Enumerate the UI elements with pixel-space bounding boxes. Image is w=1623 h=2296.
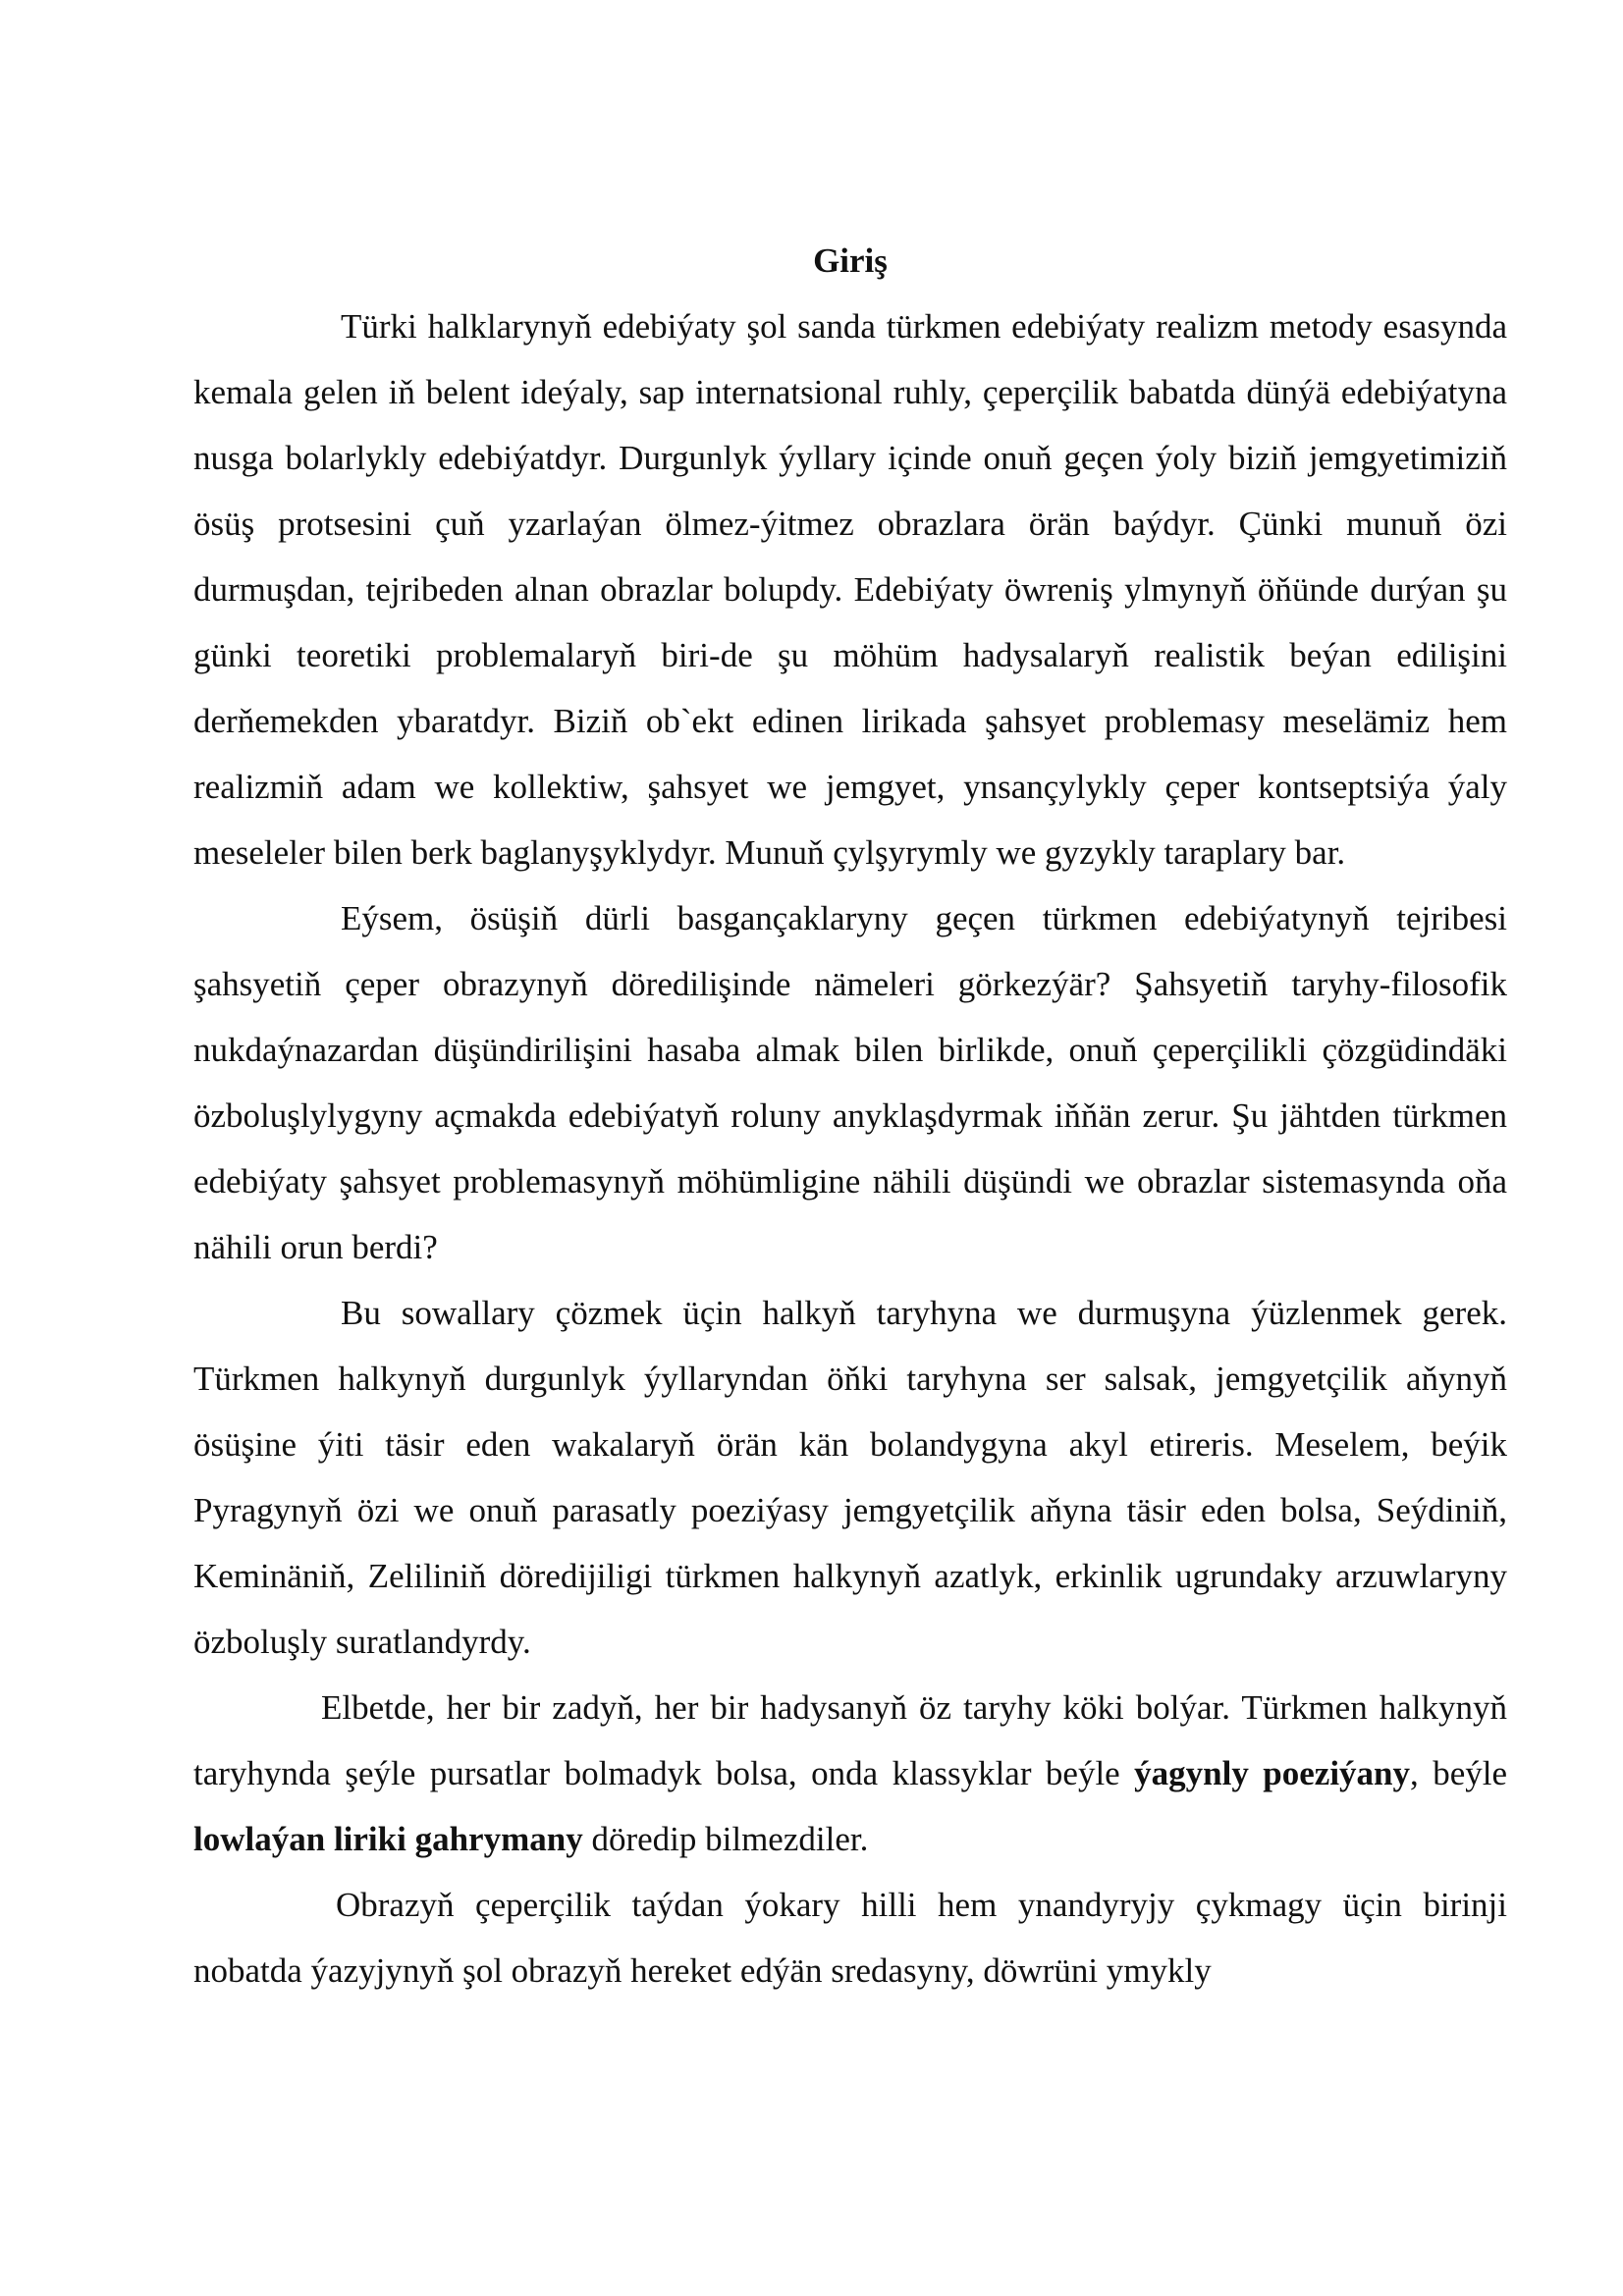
paragraph-4-text-after: döredip bilmezdiler.: [582, 1820, 869, 1858]
paragraph-4-text-middle: , beýle: [1410, 1754, 1507, 1792]
page-title: Giriş: [813, 241, 888, 280]
paragraph-2: Eýsem, ösüşiň dürli basgançaklaryny geçen türkmen edebiýatynyň tejribesi şahsyetiň çeper obrazynyň döredilişinde nämeleri görkezýär? Şahsyetiň taryhy-filosofik nukdaýnazardan düşündirilişini hasaba almak bilen birlikde, onuň çeperçilikli çözgüdindäki özboluşlylygyny açmakda edebiýatyň roluny anyklaşdyrmak iňňän zerur. Şu jähtden türkmen edebiýaty şahsyet problemasynyň möhümligine nähili düşündi we obrazlar sistemasynda oňa nähili orun berdi?: [193, 899, 1507, 1266]
paragraph-4-bold-phrase-1: ýagynly poeziýany: [1134, 1754, 1411, 1792]
paragraph-1: Türki halklarynyň edebiýaty şol sanda türkmen edebiýaty realizm metody esasynda kemala gelen iň belent ideýaly, sap internatsional ruhly, çeperçilik babatda dünýä edebiýatyna nusga bolarlykly edebiýatdyr. Durgunlyk ýyllary içinde onuň geçen ýoly biziň jemgyetimiziň ösüş protsesini çuň yzarlaýan ölmez-ýitmez obrazlara örän baýdyr. Çünki munuň özi durmuşdan, tejribeden alnan obrazlar bolupdy. Edebiýaty öwreniş ylmynyň öňünde durýan şu günki teoretiki problemalaryň biri-de şu möhüm hadysalaryň realistik beýan edilişini derňemekden ybaratdyr. Biziň ob`ekt edinen lirikada şahsyet problemasy meselämiz hem realizmiň adam we kollektiw, şahsyet we jemgyet, ynsançylykly çeper kontseptsiýa ýaly meseleler bilen berk baglanyşyklydyr. Munuň çylşyrymly we gyzykly taraplary bar.: [193, 307, 1507, 872]
paragraph-4-text-before: Elbetde, her bir zadyň, her bir hadysanyň öz taryhy köki bolýar. Türkmen halkynyň taryhynda şeýle pursatlar bolmadyk bolsa, onda klassyklar beýle: [193, 1688, 1507, 1792]
paragraph-4: [193, 1675, 1507, 1872]
paragraph-3: Bu sowallary çözmek üçin halkyň taryhyna we durmuşyna ýüzlenmek gerek. Türkmen halkynyň durgunlyk ýyllaryndan öňki taryhyna ser salsak, jemgyetçilik aňynyň ösüşine ýiti täsir eden wakalaryň örän kän bolandygyna akyl etireris. Meselem, beýik Pyragynyň özi we onuň parasatly poeziýasy jemgyetçilik aňyna täsir eden bolsa, Seýdiniň, Keminäniň, Zeliliniň döredijiligi türkmen halkynyň azatlyk, erkinlik ugrundaky arzuwlaryny özboluşly suratlandyrdy.: [193, 1294, 1507, 1661]
document-page: [193, 228, 1507, 2003]
paragraph-5: Obrazyň çeperçilik taýdan ýokary hilli hem ynandyryjy çykmagy üçin birinji nobatda ýazyjynyň şol obrazyň hereket edýän sredasyny, döwrüni ymykly: [193, 1886, 1507, 1990]
paragraph-4-bold-phrase-2: lowlaýan liriki gahrymany: [193, 1820, 583, 1858]
